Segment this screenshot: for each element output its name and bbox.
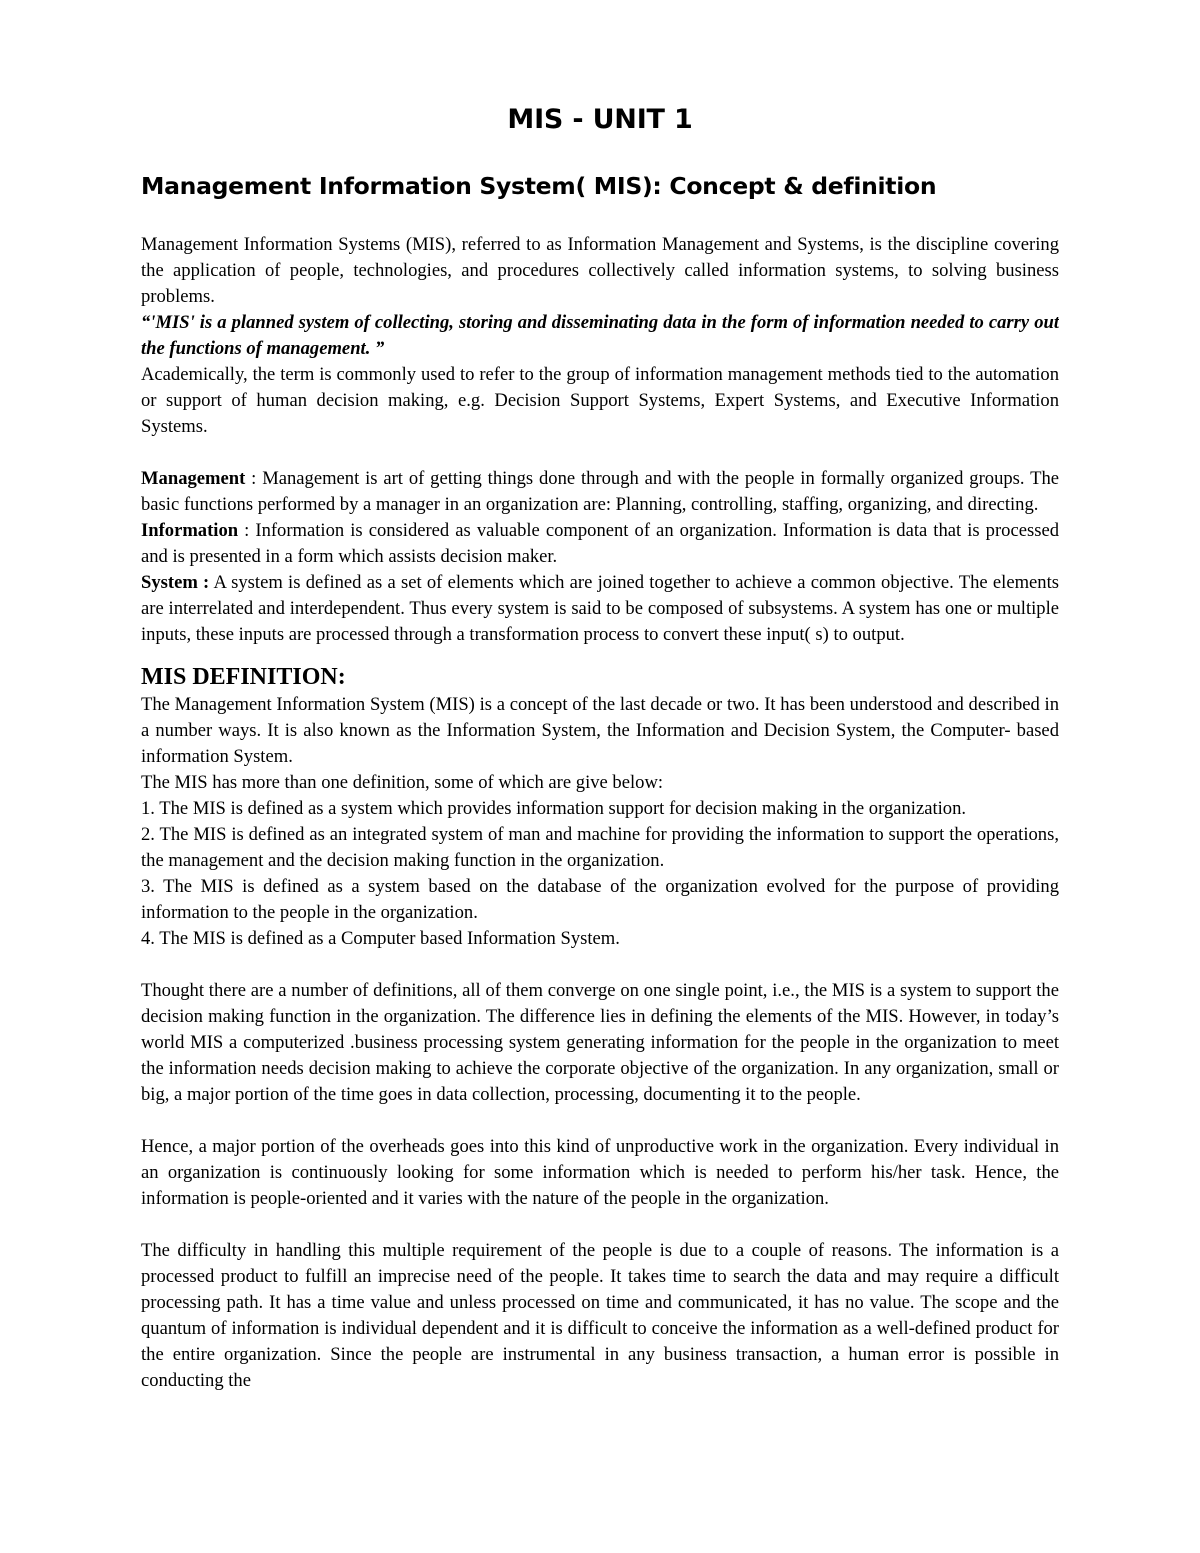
information-term (141, 518, 1059, 570)
body-paragraph: Thought there are a number of definitions, all of them converge on one single point, i.e., the MIS is a system to support the decision making function in the organization. The difference lies in defining the elements of the MIS. However, in today’s world MIS a computerized .business processing system generating information for the people in the organization to meet the information needs decision making to achieve the corporate objective of the organization. In any organization, small or big, a major portion of the time goes in data collection, processing, documenting it to the people. (141, 980, 1059, 1105)
information-label: Information (141, 520, 239, 541)
system-label: System : (141, 572, 210, 593)
management-label: Management (141, 468, 246, 489)
definition-item-1: 1. The MIS is defined as a system which provides information support for decision making in the organization. (141, 798, 967, 819)
system-term (141, 570, 1059, 648)
management-text: : Management is art of getting things done through and with the people in formally organized groups. The basic functions performed by a manager in an organization are: Planning, controlling, staffing, organizing, and directing. (141, 468, 1059, 515)
academic-paragraph: Academically, the term is commonly used to refer to the group of information management methods tied to the automation or support of human decision making, e.g. Decision Support Systems, Expert Systems, and Executive Information Systems. (141, 364, 1059, 437)
definition-intro: The MIS has more than one definition, some of which are give below: (141, 772, 664, 793)
spacer (141, 1108, 1059, 1134)
intro-paragraph: Management Information Systems (MIS), referred to as Information Management and Systems, is the discipline covering the application of people, technologies, and procedures collectively called information systems, to solving business problems. (141, 234, 1059, 307)
spacer (141, 440, 1059, 466)
spacer (141, 952, 1059, 978)
definition-heading: MIS DEFINITION: (141, 664, 346, 690)
body-paragraph: Hence, a major portion of the overheads goes into this kind of unproductive work in the organization. Every individual in an organization is continuously looking for some information which is needed to perform his/her task. Hence, the information is people-oriented and it varies with the nature of the people in the organization. (141, 1136, 1059, 1209)
definition-item-4: 4. The MIS is defined as a Computer based Information System. (141, 928, 620, 949)
mis-quote: “'MIS' is a planned system of collecting, storing and disseminating data in the form of information needed to carry out the functions of management. ” (141, 312, 1059, 359)
definition-paragraph: The Management Information System (MIS) is a concept of the last decade or two. It has been understood and described in a number ways. It is also known as the Information System, the Information and Decision System, the Computer- based information System. (141, 694, 1059, 767)
system-text: A system is defined as a set of elements which are joined together to achieve a common objective. The elements are interrelated and interdependent. Thus every system is said to be composed of subsystems. A system has one or multiple inputs, these inputs are processed through a transformation process to convert these input( s) to output. (141, 572, 1059, 645)
definition-item-3: 3. The MIS is defined as a system based on the database of the organization evolved for the purpose of providing information to the people in the organization. (141, 876, 1059, 923)
information-text: : Information is considered as valuable component of an organization. Information is data that is processed and is presented in a form which assists decision maker. (141, 520, 1059, 567)
document-body (141, 232, 1059, 1394)
document-page (141, 0, 1059, 1553)
section-subtitle: Management Information System( MIS): Concept & definition (141, 172, 937, 200)
management-term (141, 466, 1059, 518)
body-paragraph: The difficulty in handling this multiple requirement of the people is due to a couple of reasons. The information is a processed product to fulfill an imprecise need of the people. It takes time to search the data and may require a difficult processing path. It has a time value and unless processed on time and communicated, it has no value. The scope and the quantum of information is individual dependent and it is difficult to conceive the information as a well-defined product for the entire organization. Since the people are instrumental in any business transaction, a human error is possible in conducting the (141, 1240, 1059, 1391)
spacer (141, 1212, 1059, 1238)
page-title: MIS - UNIT 1 (507, 104, 693, 135)
definition-item-2: 2. The MIS is defined as an integrated system of man and machine for providing the information to support the operations, the management and the decision making function in the organization. (141, 824, 1059, 871)
